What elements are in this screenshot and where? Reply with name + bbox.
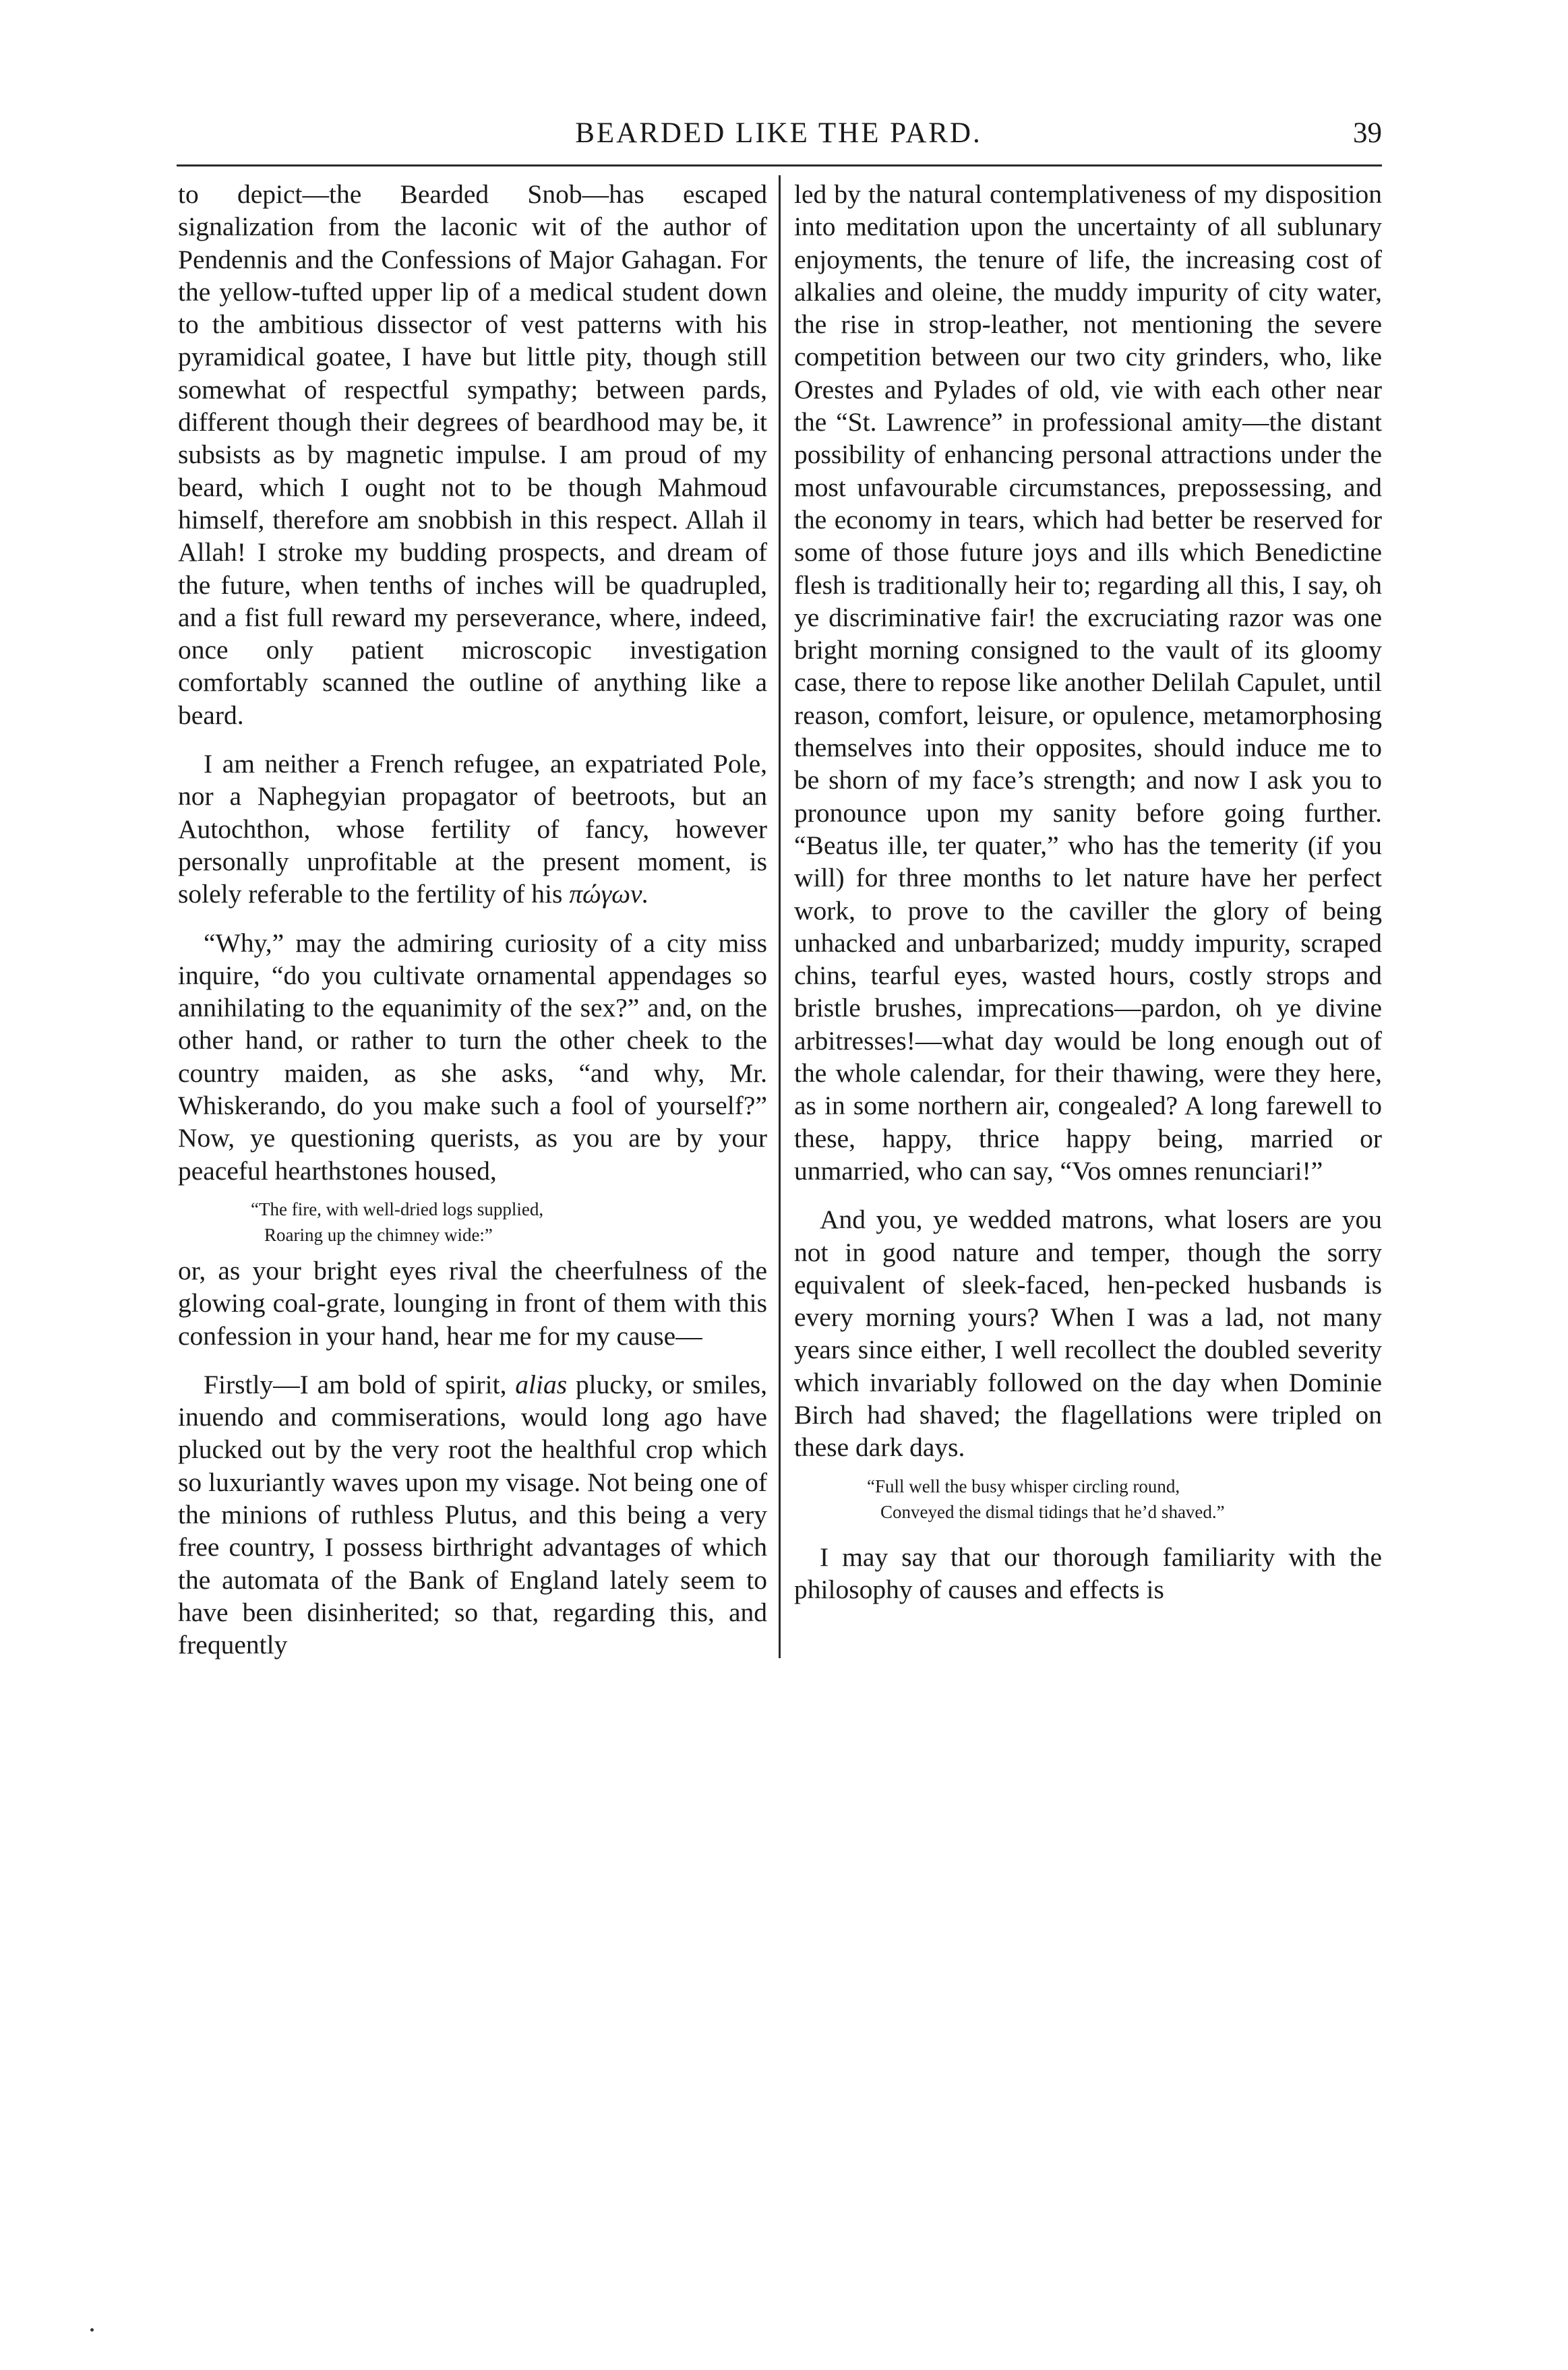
paragraph-contemplativeness: led by the natural contemplativeness of my disposition into meditation upon the uncertainty of all sublunary enjoyments, the tenure of life, the increasing cost of alkalies and oleine, the muddy impurity of city water, the rise in strop-leather, not mentioning the severe competition between our two city grinders, who, like Orestes and Pylades of old, vie with each other near the “St. Lawrence” in professional amity—the distant possibility of enhancing personal attractions under the most unfavourable circumstances, prepossessing, and the economy in tears, which had better be reserved for some of those future joys and ills which Benedictine flesh is traditionally heir to; regarding all this, I say, oh ye discriminative fair! the excruciating razor was one bright morning consigned to the vault of its gloomy case, there to repose like another Delilah Capulet, until reason, comfort, leisure, or opulence, metamorphosing themselves into their opposites, should induce me to be shorn of my face’s strength; and now I ask you to pronounce upon my sanity before going further. “Beatus ille, ter quater,” who has the temerity (if you will) for three months to let nature have her perfect work, to prove to the caviller the glory of being unhacked and unbarbarized; muddy impurity, scraped chins, tearful eyes, wasted hours, costly strops and bristle brushes, imprecations—pardon, oh ye divine arbitresses!—what day would be long enough out of the whole calendar, for their thawing, were they here, as in some northern air, congealed? A long farewell to these, happy, thrice happy being, married or unmarried, who can say, “Vos omnes renunciari!”: [794, 179, 1382, 1186]
paragraph-why: “Why,” may the admiring curiosity of a city miss inquire, “do you cultivate ornamental appendages so annihilating to the equanimity of the sex?” and, on the other hand, or rather to turn the other cheek to the country maiden, as she asks, “and why, Mr. Whiskerando, do you make such a fool of yourself?” Now, ye questioning querists, as you are by your peaceful hearthstones housed,: [178, 928, 767, 1186]
stray-ink-mark: [90, 2328, 94, 2332]
paragraph-firstly-rest: plucky, or smiles, inuendo and commiserations, would long ago have plucked out by the very root the healthful crop which so luxuriantly waves upon my visage. Not being one of the minions of ruthless Plutus, and this being a very free country, I possess birthright advantages of which the automata of the Bank of England lately seem to have been disinherited; so that, regarding this, and frequently: [178, 1369, 768, 1660]
paragraph-continuation: to depict—the Bearded Snob—has escaped signalization from the laconic wit of the author of Pendennis and the Confessions of Major Gahagan. For the yellow-tufted upper lip of a medical student down to the ambitious dissector of vest patterns with his pyramidical goatee, I have but little pity, though still somewhat of respectful sympathy; between pards, different though their degrees of beardhood may be, it subsists as by magnetic impulse. I am proud of my beard, which I ought not to be though Mahmoud himself, therefore am snobbish in this respect. Allah il Allah! I stroke my budding prospects, and dream of the future, when tenths of inches will be quadrupled, and a fist full reward my perseverance, where, indeed, once only patient microscopic investigation comfortably scanned the outline of anything like a beard.: [178, 179, 767, 730]
paragraph-firstly-start: Firstly—I am bold of spirit,: [204, 1369, 507, 1399]
verse-line-2: Roaring up the chimney wide:”: [264, 1224, 493, 1245]
running-head: [175, 107, 1382, 160]
left-column: [178, 178, 767, 1661]
paragraph-autochthon-text: I am neither a French refugee, an expatriated Pole, nor a Naphegyian propagator of beetroots, but an Autochthon, whose fertility of fancy, however personally unprofitable at the present moment, is solely referable to the fertility of his: [178, 749, 767, 909]
column-rule: [779, 175, 781, 1658]
verse-line-1: “The fire, with well-dried logs supplied,: [251, 1198, 544, 1219]
paragraph-wedded-matrons: And you, ye wedded matrons, what losers are you not in good nature and temper, though the sorry equivalent of sleek-faced, hen-pecked husbands is every morning yours? When I was a lad, not many years since either, I well recollect the doubled severity which invariably followed on the day when Dominie Birch had shaved; the flagellations were tripled on these dark days.: [794, 1205, 1382, 1463]
paragraph-firstly: [178, 1368, 767, 1662]
verse-line-2: Conveyed the dismal tidings that he’d shaved.”: [880, 1501, 1225, 1522]
verse-quote-fire: [251, 1196, 767, 1248]
header-rule: [177, 164, 1382, 166]
page-number: 39: [1353, 117, 1382, 149]
paragraph-familiarity: I may say that our thorough familiarity with the philosophy of causes and effects is: [794, 1542, 1382, 1604]
paragraph-autochthon: [178, 748, 767, 910]
alias-word: alias: [515, 1369, 568, 1399]
greek-word: πώγων.: [569, 879, 649, 909]
paragraph-bright-eyes: or, as your bright eyes rival the cheerfulness of the glowing coal-grate, lounging in front of them with this confession in your hand, hear me for my cause—: [178, 1255, 767, 1351]
verse-line-1: “Full well the busy whisper circling round,: [867, 1476, 1180, 1496]
right-column: [794, 178, 1382, 1606]
verse-quote-whisper: [867, 1473, 1382, 1525]
running-title: BEARDED LIKE THE PARD.: [575, 117, 982, 149]
